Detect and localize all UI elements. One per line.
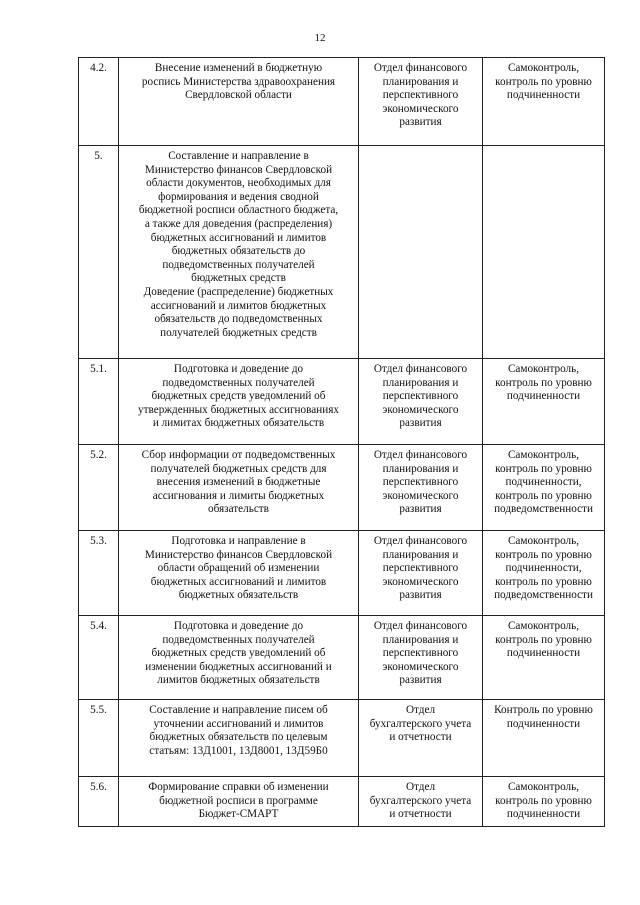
- action-cell: Сбор информации от подведомственных получателей бюджетных средств для внесения изменений в бюджетные ассигнования и лимиты бюджетных обязательств: [119, 445, 359, 531]
- row-number: 4.2.: [79, 58, 119, 146]
- table-row: [79, 700, 605, 777]
- department-cell: Отдел финансового планирования и перспективного экономического развития: [359, 58, 483, 146]
- department-cell: Отдел финансового планирования и перспективного экономического развития: [359, 616, 483, 700]
- table-row: [79, 616, 605, 700]
- action-cell: Внесение изменений в бюджетную роспись Министерства здравоохранения Свердловской области: [119, 58, 359, 146]
- table-row: [79, 445, 605, 531]
- table-row: [79, 58, 605, 146]
- department-cell: Отдел финансового планирования и перспективного экономического развития: [359, 359, 483, 445]
- control-cell: Самоконтроль, контроль по уровню подчиненности: [483, 58, 605, 146]
- department-cell: [359, 146, 483, 359]
- control-cell: Самоконтроль, контроль по уровню подчиненности: [483, 777, 605, 827]
- department-cell: Отдел финансового планирования и перспективного экономического развития: [359, 445, 483, 531]
- control-cell: Самоконтроль, контроль по уровню подчиненности: [483, 359, 605, 445]
- control-cell: Контроль по уровню подчиненности: [483, 700, 605, 777]
- control-cell: Самоконтроль, контроль по уровню подчиненности, контроль по уровню подведомственности: [483, 531, 605, 616]
- row-number: 5.6.: [79, 777, 119, 827]
- department-cell: Отдел бухгалтерского учета и отчетности: [359, 777, 483, 827]
- row-number: 5.4.: [79, 616, 119, 700]
- page-number: 12: [314, 32, 326, 44]
- action-cell: Составление и направление в Министерство финансов Свердловской области документов, необходимых для формирования и ведения сводной бюджетной росписи областного бюджета, а также для доведения (распределения) бюджетных ассигнований и лимитов бюджетных обязательств до подведомственных получателей бюджетных средств Доведение (распределение) бюджетных ассигнований и лимитов бюджетных обязательств до подведомственных получателей бюджетных средств: [119, 146, 359, 359]
- action-cell: Подготовка и направление в Министерство финансов Свердловской области обращений об изменении бюджетных ассигнований и лимитов бюджетных обязательств: [119, 531, 359, 616]
- procedures-table: [78, 57, 605, 827]
- table-row: [79, 777, 605, 827]
- action-cell: Подготовка и доведение до подведомственных получателей бюджетных средств уведомлений об утвержденных бюджетных ассигнованиях и лимитах бюджетных обязательств: [119, 359, 359, 445]
- action-cell: Подготовка и доведение до подведомственных получателей бюджетных средств уведомлений об изменении бюджетных ассигнований и лимитов бюджетных обязательств: [119, 616, 359, 700]
- row-number: 5.3.: [79, 531, 119, 616]
- control-cell: Самоконтроль, контроль по уровню подчиненности: [483, 616, 605, 700]
- table-row: [79, 146, 605, 359]
- control-cell: Самоконтроль, контроль по уровню подчиненности, контроль по уровню подведомственности: [483, 445, 605, 531]
- table-row: [79, 531, 605, 616]
- row-number: 5.5.: [79, 700, 119, 777]
- table-row: [79, 359, 605, 445]
- row-number: 5.: [79, 146, 119, 359]
- row-number: 5.1.: [79, 359, 119, 445]
- action-cell: Составление и направление писем об уточнении ассигнований и лимитов бюджетных обязательств по целевым статьям: 13Д1001, 13Д8001, 13Д59Б0: [119, 700, 359, 777]
- department-cell: Отдел бухгалтерского учета и отчетности: [359, 700, 483, 777]
- action-cell: Формирование справки об изменении бюджетной росписи в программе Бюджет-СМАРТ: [119, 777, 359, 827]
- department-cell: Отдел финансового планирования и перспективного экономического развития: [359, 531, 483, 616]
- control-cell: [483, 146, 605, 359]
- row-number: 5.2.: [79, 445, 119, 531]
